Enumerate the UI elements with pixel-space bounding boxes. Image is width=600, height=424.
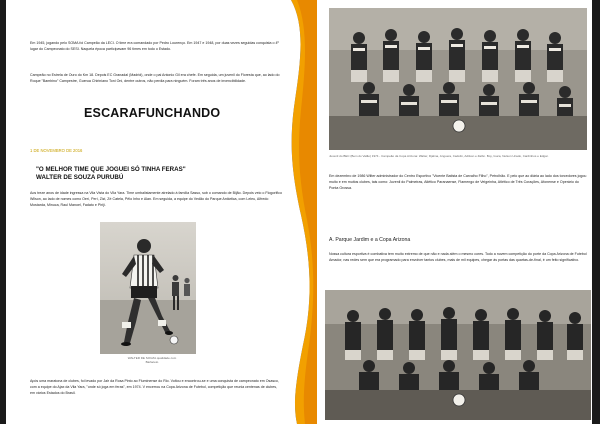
parque-jardim-team-photo-graphic [325, 290, 591, 420]
team-photo-caption: Juvenil do BEC (Bem do Valão) 1974 - Campeão da Copa Arizona: Walter, Djalma, Anguera, Cadolin, Adilson e Zalôn. Boy, Guca, Nelson Ucado, Cardinhos e Edgar. [329, 154, 549, 158]
article-subject-name: WALTER DE SOUZA PURUBÚ [36, 174, 124, 181]
walter-player-photo-graphic [100, 222, 196, 354]
orange-wavy-gutter [289, 0, 317, 424]
left-page [6, 0, 289, 424]
section-subheading: A. Parque Jardim e a Copa Arizona [329, 237, 411, 243]
walter-photo-caption: WALTER DE SOUZA qualidade com Barlaceto [127, 356, 177, 364]
article-quote-heading: "O MELHOR TIME QUE JOGUEI SÓ TINHA FERAS" [36, 166, 186, 173]
walter-player-photo [100, 222, 196, 354]
post-date: 1 DE NOVEMBRO DE 2016 [30, 148, 83, 153]
right-paragraph-1: Em dezembro de 1986 Wilter administrador do Centro Esportivo "Vicente Batista de Carvalho Filho", Petrolhão. E pelo que ao diária ao lado dos torcedores jogou muito e em muitos clubes, tais como: Juvenil do Palmeiras, Atlético Paranaense, Flamengo de Veigeinha, Atlético de Três Corações, Afonense e Operário do Ponta Grossa. [329, 174, 587, 190]
intro-paragraph-2: Campeão no Estrela de Ouro do Km 18. Depois EC Granadal (Madrid), onde o pai Antonio Gil era chefe. Em seguida, um juvenil do Floresta que, ao lado do Roque "Bambino" Campestre, Guerua Chiriniano Toni Oni, dentre outros, não perdia para ninguém. Foram três anos de invencibilidade. [30, 73, 280, 83]
copa-arizona-team-photo-graphic [329, 8, 587, 150]
article-body-paragraph: Aos treze anos de idade ingressa na Vila Vista do Vila Yara. Time umbalistamente atrelado à família Sasso, sob o comando de Bijão. Depois veio o Flogorifico Wilson, ao lado de nomes como Oerí, Perí, Zizi, Zé Catela, Pêlo Inho e Alan. Em seguida, a equipe do Vedão do Parque Antártica, com Leleu, Alfredo Mostarda, Minuca, Raul Manoel, Fadato e Piriji. [30, 191, 282, 207]
closing-paragraph: Após uma maratona de clubes, foi levado por Jair da Rosa Pinto ao Fluminense do Rio. Voltou e encontrou-se e uma conquista de campeonato em Osasco, com a equipe do Ajax da Vila Yara, "onde só joga em feras", em 1974. V encerrou na Copa Arizona de Futebol, competição que reunia centenas de clubes, em vários Estados do Brasil. [30, 379, 279, 395]
right-paragraph-2: Nossa cultura esportiva é combativa tem muito extremo de que não e nada além o mesmo cores. Todo a nuvem competição do porte da Copa Arizona de Futebol Amador, nas redes sem que era programado para envolver tantos clubes, mais de mil equipes, chegar às portas das quartas-de-final, é um feito significativo. [329, 252, 587, 262]
page-title: ESCARAFUNCHANDO [84, 106, 221, 120]
right-page [317, 0, 592, 424]
parque-jardim-team-photo [325, 290, 591, 420]
intro-paragraph-1: Em 1945, jogando pelo SOMA foi Campeão da LECI. O time era comandado por Pedro Lourenço. Em 1947 e 1948, por duas vezes seguidas conquista o 4º lugar do Campeonato do SESI. Naquela época participavam 96 times em todo o Estado. [30, 41, 279, 51]
copa-arizona-team-photo [329, 8, 587, 150]
right-outer-edge [592, 0, 600, 424]
article-heading [36, 166, 256, 182]
